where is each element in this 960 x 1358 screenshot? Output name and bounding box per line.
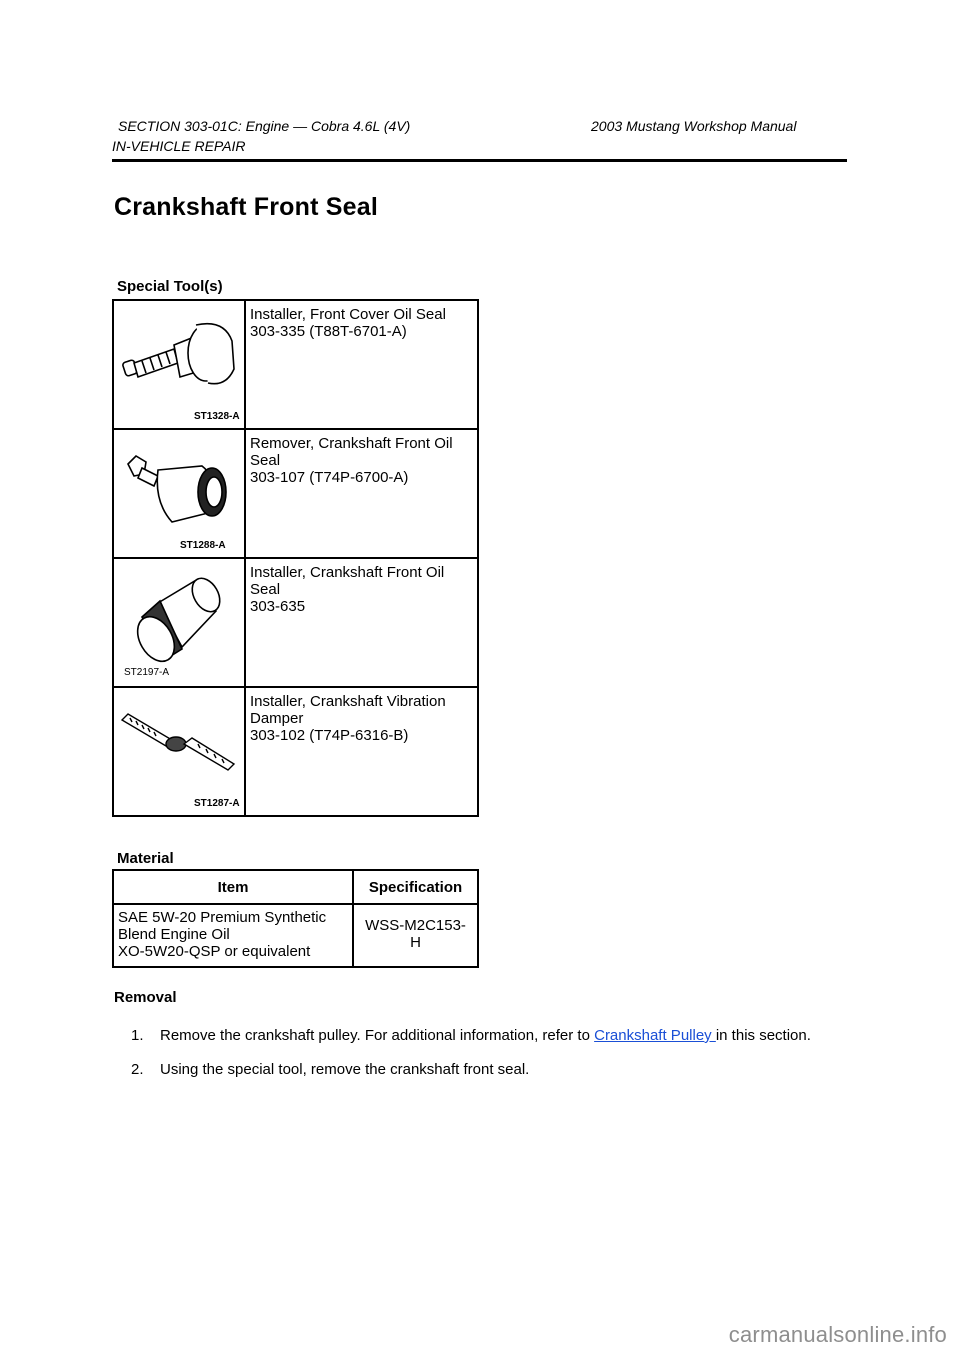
tool-description [245, 558, 478, 687]
material-header-row [113, 870, 478, 904]
material-item-line: Blend Engine Oil [118, 926, 230, 943]
tool-image-cell [113, 300, 245, 429]
seal-installer-tool-icon [114, 301, 244, 428]
watermark: carmanualsonline.info [728, 1322, 947, 1347]
tool-figure-label: ST2197-A [124, 667, 170, 678]
tool-row [113, 687, 478, 816]
tool-name: Installer, Crankshaft Front Oil [250, 564, 445, 581]
manual-title: 2003 Mustang Workshop Manual [591, 118, 797, 134]
tool-row [113, 300, 478, 429]
material-item-cell [113, 904, 353, 967]
tool-image-cell [113, 429, 245, 558]
material-spec-cell [353, 904, 478, 967]
subsection-header: IN-VEHICLE REPAIR [112, 138, 246, 154]
tool-name: Installer, Crankshaft Vibration [250, 693, 446, 710]
special-tools-caption: Special Tool(s) [117, 278, 223, 295]
tool-row [113, 558, 478, 687]
seal-installer-cup-icon [114, 559, 244, 686]
tool-row [113, 429, 478, 558]
step-text: Remove the crankshaft pulley. For additional information, refer to [160, 1027, 595, 1044]
table-row [113, 904, 478, 967]
tool-name-cont: Damper [250, 710, 304, 727]
list-item [120, 1027, 820, 1045]
removal-heading: Removal [114, 989, 177, 1006]
tool-description [245, 300, 478, 429]
seal-remover-tool-icon [114, 430, 244, 557]
step-number: 1. [131, 1027, 144, 1044]
tool-description [245, 687, 478, 816]
step-number: 2. [131, 1061, 144, 1078]
damper-installer-tool-icon [114, 688, 244, 815]
section-header: SECTION 303-01C: Engine — Cobra 4.6L (4V) [118, 118, 411, 134]
material-table [112, 869, 479, 968]
step-text-cont: in this section. [715, 1027, 811, 1044]
tool-name-cont: Seal [250, 581, 281, 598]
tool-image-cell [113, 558, 245, 687]
tool-number: 303-635 [250, 598, 306, 615]
tool-name: Remover, Crankshaft Front Oil [250, 435, 453, 452]
tool-figure-label: ST1328-A [194, 411, 240, 422]
material-spec-line: WSS-M2C153- [365, 917, 466, 934]
tool-figure-label: ST1288-A [180, 540, 226, 551]
column-header-spec: Specification [353, 870, 478, 904]
tool-figure-label: ST1287-A [194, 798, 240, 809]
tool-number: 303-335 (T88T-6701-A) [250, 323, 407, 340]
crankshaft-pulley-link[interactable]: Crankshaft Pulley [594, 1027, 716, 1044]
removal-steps [120, 1027, 820, 1095]
material-spec-line: H [410, 934, 421, 951]
special-tools-table [112, 299, 479, 817]
header-rule [112, 159, 847, 162]
material-caption: Material [117, 850, 174, 867]
page-title: Crankshaft Front Seal [114, 193, 378, 221]
step-text: Using the special tool, remove the crankshaft front seal. [160, 1061, 530, 1078]
list-item [120, 1061, 820, 1079]
column-header-item: Item [113, 870, 353, 904]
material-item-line: SAE 5W-20 Premium Synthetic [118, 909, 327, 926]
material-item-line: XO-5W20-QSP or equivalent [118, 943, 311, 960]
tool-image-cell [113, 687, 245, 816]
tool-name: Installer, Front Cover Oil Seal [250, 306, 446, 323]
tool-description [245, 429, 478, 558]
tool-number: 303-102 (T74P-6316-B) [250, 727, 409, 744]
tool-number: 303-107 (T74P-6700-A) [250, 469, 409, 486]
tool-name-cont: Seal [250, 452, 281, 469]
